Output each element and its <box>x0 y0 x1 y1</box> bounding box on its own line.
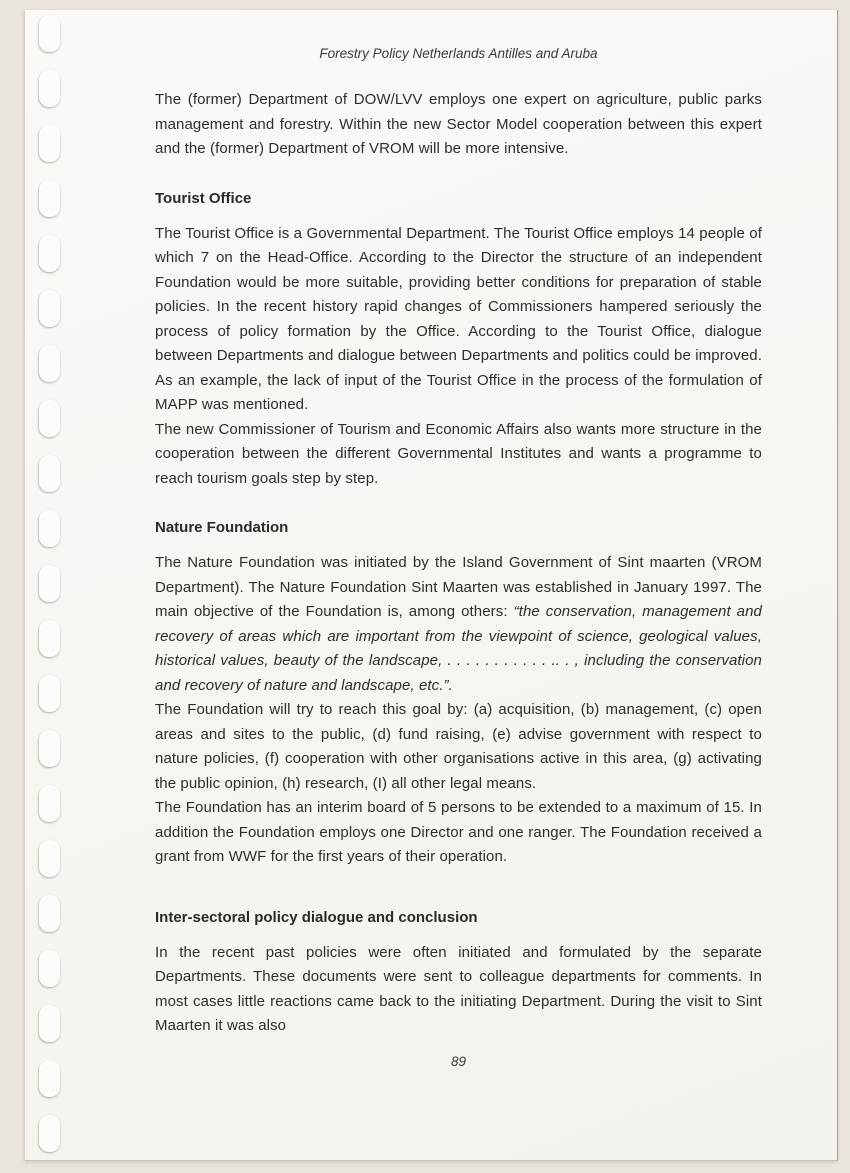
binding-hole <box>39 565 60 602</box>
binding-hole <box>39 345 60 382</box>
binding-hole <box>39 1115 60 1152</box>
binding-hole <box>39 730 60 767</box>
nature-foundation-board-paragraph: The Foundation has an interim board of 5 persons to be extended to a maximum of 15. In addition the Foundation employs one Director and one ranger. The Foundation received a grant from WWF for the first years of their operation. <box>155 799 762 865</box>
binding-hole <box>39 620 60 657</box>
binding-hole <box>39 1060 60 1097</box>
section-heading-tourist-office: Tourist Office <box>155 189 252 207</box>
section-heading-nature-foundation: Nature Foundation <box>155 519 289 536</box>
document-page <box>25 10 838 1161</box>
binding-hole <box>39 785 60 822</box>
nature-foundation-goals-paragraph: The Foundation will try to reach this goal by: (a) acquisition, (b) management, (c) open areas and sites to the public, (d) fund raising, (e) advise government with respect to nature policies, (f) cooperation with other organisations active in this area, (g) activating the public opinion, (h) research, (I) all other legal means. <box>155 701 762 792</box>
binding-hole <box>39 1005 60 1042</box>
inter-sectoral-paragraph: In the recent past policies were often initiated and formulated by the separate Departments. These documents were sent to colleague departments for comments. In most cases little reactions came back to the initiating Department. During the visit to Sint Maarten it was also <box>155 943 762 1034</box>
binding-hole <box>39 290 60 327</box>
binding-hole <box>39 15 60 52</box>
binding-hole <box>39 510 60 547</box>
nature-foundation-objective-paragraph <box>155 551 762 698</box>
binding-hole <box>39 675 60 712</box>
binding-hole <box>39 125 60 162</box>
binding-hole <box>39 235 60 272</box>
tourist-office-paragraph-2: The new Commissioner of Tourism and Economic Affairs also wants more structure in the cooperation between the different Governmental Institutes and wants a programme to reach tourism goals step by step. <box>155 420 762 487</box>
binding-hole <box>39 455 60 492</box>
page-content <box>155 10 762 1069</box>
tourist-office-paragraph-1: The Tourist Office is a Governmental Department. The Tourist Office employs 14 people of which 7 on the Head-Office. According to the Director the structure of an independent Foundation would be more suitable, providing better conditions for preparation of stable policies. In the recent history rapid changes of Commissioners hampered seriously the process of policy formation by the Office. According to the Tourist Office, dialogue between Departments and dialogue between Departments and politics could be improved. As an example, the lack of input of the Tourist Office in the process of the formulation of MAPP was mentioned. <box>155 224 762 413</box>
nature-foundation-objective-lead: The Nature Foundation was initiated by the Island Government of Sint maarten (VROM Department). The Nature Foundation Sint Maarten was established in January 1997. The main objective of the Foundation is, among others: <box>155 554 762 620</box>
binding-hole <box>39 840 60 877</box>
binding-hole <box>39 895 60 932</box>
section-heading-inter-sectoral: Inter-sectoral policy dialogue and conclusion <box>155 908 478 926</box>
binding-hole <box>39 70 60 107</box>
binding-hole <box>39 400 60 437</box>
binding-hole <box>39 180 60 217</box>
nature-foundation-objective-quote: “the conservation, management and recovery of areas which are important from the viewpoint of science, geological values, historical values, beauty of the landscape, . . . . . . . . . . . .. . , including the conservation and recovery of nature and landscape, etc.”. <box>155 603 763 694</box>
intro-paragraph: The (former) Department of DOW/LVV employs one expert on agriculture, public parks management and forestry. Within the new Sector Model cooperation between this expert and the (former) Department of VROM will be more intensive. <box>155 91 762 157</box>
running-header: Forestry Policy Netherlands Antilles and Aruba <box>319 46 598 61</box>
binding-hole <box>39 950 60 987</box>
page-number: 89 <box>450 1053 467 1069</box>
